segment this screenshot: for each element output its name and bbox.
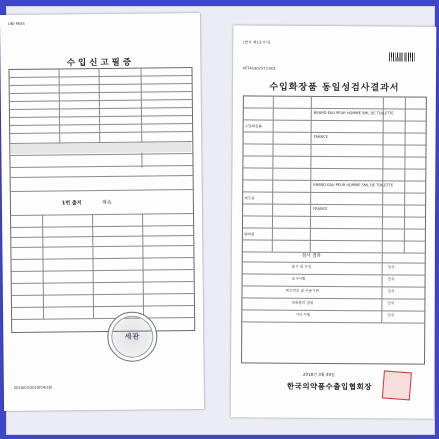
document-number: KFTA1802573-001 (243, 66, 276, 71)
country-2: FRANCE (313, 206, 328, 211)
side-label-seller: 판매원 (243, 232, 255, 237)
result-value: 일치 (387, 301, 395, 306)
cosmetic-identity-test-report (231, 25, 437, 418)
status-text: 1번 출지 (61, 200, 82, 207)
result-label: 제조번호 및 사용기한 (285, 288, 320, 293)
result-label: 용기 및 포장 (291, 264, 312, 269)
issuer-name: 한국의약품수출입협회장 (286, 381, 373, 392)
footer-date: 2018/03/2018(04/28) (13, 385, 53, 390)
status-text-2: 계속 (101, 199, 112, 207)
result-label: 내용물의 성상 (291, 300, 314, 305)
import-declaration-certificate (0, 13, 204, 411)
customs-seal: 세관 (107, 311, 158, 362)
report-grid (241, 95, 427, 364)
right-doc-title: 수입화장품 동일성검사결과서 (269, 82, 400, 94)
result-label: 기타 사항 (295, 312, 311, 317)
left-doc-title: 수입신고필증 (66, 57, 135, 69)
result-value: 일치 (387, 289, 395, 294)
product-name-2: BRAND EAU PEUR HOMME 5ML DE TOILETTE (313, 182, 394, 188)
result-label: 표시사항 (291, 276, 306, 281)
side-label-maker: 제조원 (244, 196, 255, 201)
result-value: 일치 (387, 313, 395, 318)
country-1: FRANCE (313, 134, 328, 139)
results-header: 검사 결과 (301, 253, 321, 259)
barcode-icon (389, 52, 415, 61)
side-label-importer: 수입화장품 (244, 124, 263, 129)
form-header-text: UNI-PASS (8, 21, 25, 26)
product-name-1: BRAND EAU PEUR HOMME 5ML DE TOILETTE (313, 110, 394, 116)
report-date: 2018년 3월 30일 (302, 371, 335, 378)
form-number: [별지 제1호서식] (243, 40, 271, 45)
official-seal-icon (382, 370, 412, 400)
result-value: 일치 (387, 277, 395, 282)
result-value: 일치 (387, 265, 395, 270)
